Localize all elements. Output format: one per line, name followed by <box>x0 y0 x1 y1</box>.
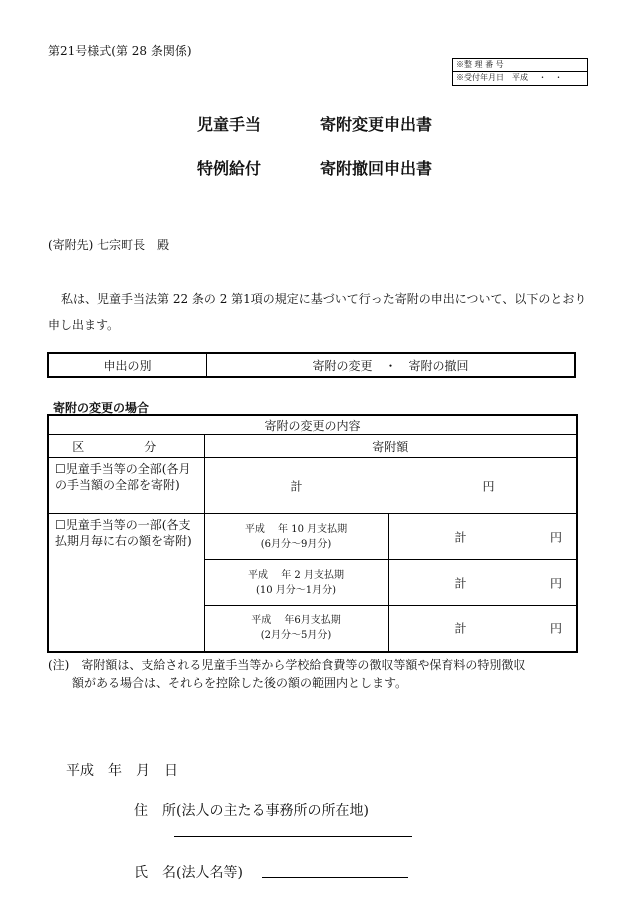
total-label: 計 <box>290 479 303 493</box>
yen-label: 円 <box>549 621 562 636</box>
change-details-table <box>47 414 578 653</box>
note-line-2: 額がある場合は、それらを控除した後の額の範囲内とします。 <box>72 676 408 690</box>
column-donation-amount: 寄附額 <box>204 435 577 458</box>
yen-label: 円 <box>549 530 562 544</box>
payment-period-june: 平成 年6月支払期 (2月分～5月分) <box>204 606 388 652</box>
title-donation-withdrawal: 寄附撤回申出書 <box>320 159 433 178</box>
intro-paragraph: 私は、児童手当法第 22 条の 2 第1項の規定に基づいて行った寄附の申出について、以下のとおり申し出ます。 <box>48 292 587 332</box>
form-number: 第21号様式(第 28 条関係) <box>48 44 192 58</box>
total-label: 計 <box>454 621 467 636</box>
ref-received-date-label: ※受付年月日 平成 ・ ・ <box>453 71 587 84</box>
request-type-label: 申出の別 <box>48 353 207 377</box>
address-input-line[interactable] <box>174 836 412 837</box>
amount-february-field[interactable] <box>388 560 577 606</box>
yen-label: 円 <box>549 576 562 590</box>
change-section-heading: 寄附の変更の場合 <box>53 401 150 415</box>
title-allowance: 児童手当 <box>197 115 262 134</box>
name-label: 氏 名(法人名等) <box>134 865 243 881</box>
ref-number-label: ※整 理 番 号 <box>456 60 504 69</box>
payment-period-october: 平成 年 10 月支払期 (6月分～9月分) <box>204 514 388 560</box>
date-line[interactable]: 平成 年 月 日 <box>66 763 178 779</box>
address-label: 住 所(法人の主たる事務所の所在地) <box>134 803 369 819</box>
total-label: 計 <box>454 576 467 590</box>
name-input-line[interactable] <box>262 877 408 878</box>
amount-june-field[interactable] <box>388 606 577 652</box>
request-type-table <box>47 352 576 378</box>
amount-october-field[interactable] <box>388 514 577 560</box>
amount-all-field[interactable] <box>204 458 577 514</box>
option-part-allowance[interactable]: ☐児童手当等の一部(各支払期月毎に右の額を寄附) <box>48 514 204 652</box>
title-donation-change: 寄附変更申出書 <box>320 115 433 134</box>
title-special-benefit: 特例給付 <box>197 159 262 178</box>
total-label: 計 <box>454 530 467 544</box>
reference-number-box <box>452 58 588 86</box>
column-kubun: 区 分 <box>48 435 204 458</box>
option-all-allowance[interactable]: ☐児童手当等の全部(各月の手当額の全部を寄附) <box>48 458 204 514</box>
note-line-1: (注) 寄附額は、支給される児童手当等から学校給食費等の徴収等額や保育料の特別徴収 <box>48 658 526 672</box>
change-table-title: 寄附の変更の内容 <box>48 415 577 435</box>
yen-label: 円 <box>482 479 495 493</box>
payment-period-february: 平成 年 2 月支払期 (10 月分～1月分) <box>204 560 388 606</box>
request-type-options[interactable]: 寄附の変更 ・ 寄附の撤回 <box>312 358 469 373</box>
addressee: (寄附先) 七宗町長 殿 <box>48 238 170 252</box>
note <box>48 656 588 692</box>
